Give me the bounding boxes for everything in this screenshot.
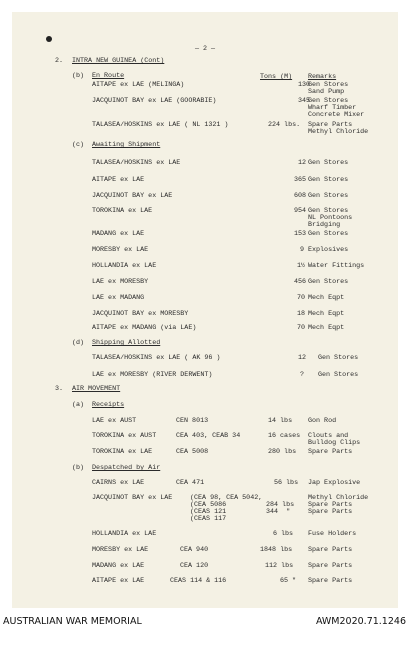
en-route-row-tons: 224 lbs. — [268, 121, 301, 129]
section-2-title: INTRA NEW GUINEA (Cont) — [72, 57, 165, 65]
despatch-row-ref: (CEA 98, CEA 5042, (CEA 5086 (CEAS 121 (CEAS 117 — [190, 494, 263, 523]
awaiting-row-route: MADANG ex LAE — [92, 230, 145, 238]
awaiting-row-tons: 954 — [294, 207, 307, 215]
en-route-row-remarks: Gen Stores Wharf Timber Concrete Mixer — [308, 97, 365, 119]
allotted-row-tons: 12 — [298, 354, 307, 362]
en-route-row-remarks: Spare Parts Methyl Chloride — [308, 121, 369, 136]
awaiting-row-route: MORESBY ex LAE — [92, 246, 149, 254]
awaiting-row-route: TALASEA/HOSKINS ex LAE — [92, 159, 181, 167]
despatch-row-route: CAIRNS ex LAE — [92, 479, 145, 487]
awaiting-row-remarks: Explosives — [308, 246, 349, 254]
despatch-row-remarks: Spare Parts — [308, 546, 353, 554]
en-route-row-tons: 345 — [298, 97, 311, 105]
despatch-row-qty: 284 lbs 344 " — [266, 501, 295, 516]
en-route-row-remarks: Gen Stores Sand Pump — [308, 81, 349, 96]
receipt-row-remarks: Spare Parts — [308, 448, 353, 456]
document-page — [12, 12, 398, 608]
receipt-row-remarks: Clouts and Bulldog Clips — [308, 432, 361, 447]
subsection-d-title: Shipping Allotted — [92, 339, 161, 347]
subsection-b2-title: Despatched by Air — [92, 464, 161, 472]
despatch-row-ref: CEA 471 — [176, 479, 205, 487]
subsection-b-label: (b) — [72, 72, 85, 80]
awaiting-row-route: AITAPE ex LAE — [92, 176, 145, 184]
receipt-row-route: LAE ex AUST — [92, 417, 137, 425]
despatch-row-qty: 65 " — [280, 577, 297, 585]
subsection-a-title: Receipts — [92, 401, 125, 409]
despatch-row-ref: CEA 120 — [180, 562, 209, 570]
awaiting-row-tons: 1½ — [297, 262, 306, 270]
en-route-row-route: JACQUINOT BAY ex LAE (GOORABIE) — [92, 97, 217, 105]
awaiting-row-remarks: Gen Stores — [308, 278, 349, 286]
despatch-row-route: JACQUINOT BAY ex LAE — [92, 494, 173, 502]
awaiting-row-route: LAE ex MORESBY — [92, 278, 149, 286]
receipt-row-remarks: Gon Rod — [308, 417, 337, 425]
awaiting-row-remarks: Mech Eqpt — [308, 294, 345, 302]
awaiting-row-remarks: Water Fittings — [308, 262, 365, 270]
footer-catalogue-id: AWM2020.71.1246 — [315, 616, 406, 627]
subsection-c-label: (c) — [72, 141, 85, 149]
page-number: — 2 — — [195, 45, 216, 53]
despatch-row-route: MORESBY ex LAE — [92, 546, 149, 554]
receipt-row-route: TOROKINA ex AUST — [92, 432, 157, 440]
section-2-number: 2. — [55, 57, 64, 65]
awaiting-row-remarks: Gen Stores — [308, 192, 349, 200]
awaiting-row-remarks: Gen Stores — [308, 159, 349, 167]
tons-column-header: Tons (M) — [260, 73, 293, 81]
receipt-row-qty: 16 cases — [268, 432, 301, 440]
awaiting-row-remarks: Mech Eqpt — [308, 310, 345, 318]
section-3-number: 3. — [55, 385, 64, 393]
en-route-row-tons: 130 — [298, 81, 311, 89]
receipt-row-ref: CEA 403, CEAB 34 — [176, 432, 241, 440]
despatch-row-ref: CEA 940 — [180, 546, 209, 554]
despatch-row-qty: 56 lbs — [274, 479, 299, 487]
despatch-row-ref: CEAS 114 & 116 — [170, 577, 227, 585]
archive-footer — [0, 612, 410, 653]
awaiting-row-tons: 456 — [294, 278, 307, 286]
despatch-row-qty: 1848 lbs — [260, 546, 293, 554]
awaiting-row-route: JACQUINOT BAY ex LAE — [92, 192, 173, 200]
en-route-row-route: TALASEA/HOSKINS ex LAE ( NL 1321 ) — [92, 121, 229, 129]
despatch-row-remarks: Spare Parts — [308, 562, 353, 570]
despatch-row-route: MADANG ex LAE — [92, 562, 145, 570]
awaiting-row-tons: 608 — [294, 192, 307, 200]
section-3-title: AIR MOVEMENT — [72, 385, 121, 393]
remarks-column-header: Remarks — [308, 73, 337, 81]
awaiting-row-remarks: Mech Eqpt — [308, 324, 345, 332]
awaiting-row-route: TOROKINA ex LAE — [92, 207, 153, 215]
awaiting-row-remarks: Gen Stores — [308, 230, 349, 238]
despatch-row-remarks: Jap Explosive — [308, 479, 361, 487]
despatch-row-remarks: Spare Parts — [308, 577, 353, 585]
allotted-row-remarks: Gen Stores — [318, 354, 359, 362]
awaiting-row-remarks: Gen Stores NL Pontoons Bridging — [308, 207, 353, 229]
despatch-row-remarks: Fuse Holders — [308, 530, 357, 538]
awaiting-row-tons: 12 — [298, 159, 307, 167]
receipt-row-ref: CEA 5008 — [176, 448, 209, 456]
awaiting-row-route: HOLLANDIA ex LAE — [92, 262, 157, 270]
subsection-c-title: Awaiting Shipment — [92, 141, 161, 149]
footer-institution: AUSTRALIAN WAR MEMORIAL — [3, 616, 142, 627]
allotted-row-remarks: Gen Stores — [318, 371, 359, 379]
awaiting-row-route: LAE ex MADANG — [92, 294, 145, 302]
despatch-row-route: AITAPE ex LAE — [92, 577, 145, 585]
awaiting-row-tons: 70 — [297, 324, 306, 332]
awaiting-row-tons: 70 — [297, 294, 306, 302]
receipt-row-qty: 280 lbs — [268, 448, 297, 456]
awaiting-row-remarks: Gen Stores — [308, 176, 349, 184]
despatch-row-route: HOLLANDIA ex LAE — [92, 530, 157, 538]
awaiting-row-tons: 153 — [294, 230, 307, 238]
allotted-row-route: LAE ex MORESBY (RIVER DERWENT) — [92, 371, 213, 379]
subsection-a-label: (a) — [72, 401, 85, 409]
awaiting-row-route: JACQUINOT BAY ex MORESBY — [92, 310, 189, 318]
despatch-row-remarks: Methyl Chloride Spare Parts Spare Parts — [308, 494, 369, 516]
en-route-row-route: AITAPE ex LAE (MELINGA) — [92, 81, 185, 89]
awaiting-row-tons: 365 — [294, 176, 307, 184]
receipt-row-route: TOROKINA ex LAE — [92, 448, 153, 456]
subsection-b-title: En Route — [92, 72, 125, 80]
receipt-row-ref: CEN 8013 — [176, 417, 209, 425]
awaiting-row-tons: 9 — [300, 246, 305, 254]
awaiting-row-route: AITAPE ex MADANG (via LAE) — [92, 324, 197, 332]
punch-hole-mark — [46, 36, 52, 42]
awaiting-row-tons: 18 — [297, 310, 306, 318]
allotted-row-tons: ? — [300, 371, 305, 379]
subsection-b2-label: (b) — [72, 464, 85, 472]
despatch-row-qty: 6 lbs — [273, 530, 294, 538]
despatch-row-qty: 112 lbs — [265, 562, 294, 570]
allotted-row-route: TALASEA/HOSKINS ex LAE ( AK 96 ) — [92, 354, 221, 362]
receipt-row-qty: 14 lbs — [268, 417, 293, 425]
subsection-d-label: (d) — [72, 339, 85, 347]
